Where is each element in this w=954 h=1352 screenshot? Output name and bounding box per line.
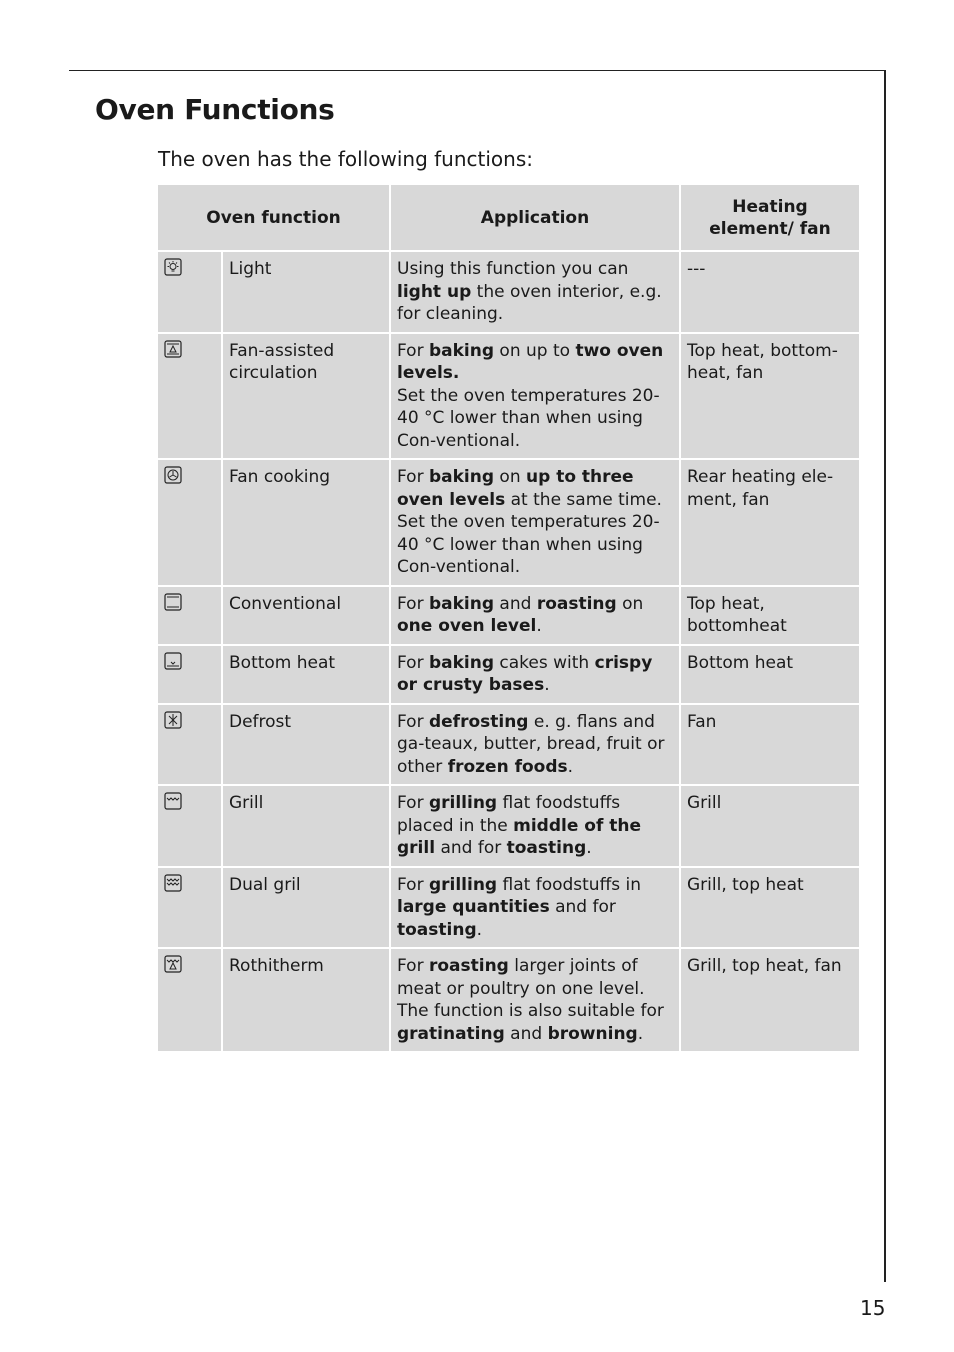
application-emphasis: roasting bbox=[428, 956, 509, 976]
table-row bbox=[158, 949, 859, 1051]
function-application bbox=[391, 334, 679, 459]
function-heating-element: Top heat, bottom-heat, fan bbox=[681, 334, 859, 459]
application-text: For bbox=[397, 340, 429, 361]
application-text: on up to bbox=[494, 340, 576, 361]
function-heating-element: --- bbox=[681, 252, 859, 332]
application-text: and for bbox=[549, 897, 616, 917]
application-text: For bbox=[397, 467, 429, 487]
application-emphasis: frozen foods bbox=[447, 756, 568, 777]
application-text: on bbox=[616, 593, 644, 614]
bottom-heat-icon bbox=[164, 652, 182, 670]
application-text: on bbox=[494, 467, 526, 487]
application-text: the oven interior, e.g. for cleaning. bbox=[397, 281, 662, 324]
application-text: For bbox=[397, 874, 429, 895]
function-icon-cell bbox=[158, 868, 221, 948]
application-emphasis: roasting bbox=[536, 593, 617, 614]
header-oven-function: Oven function bbox=[158, 185, 389, 250]
function-heating-element: Grill, top heat, fan bbox=[681, 949, 859, 1051]
function-heating-element: Rear heating ele-ment, fan bbox=[681, 460, 859, 585]
table-row bbox=[158, 334, 859, 459]
page-title: Oven Functions bbox=[95, 93, 335, 126]
function-application bbox=[391, 252, 679, 332]
function-name-rothitherm: Rothitherm bbox=[223, 949, 389, 1051]
application-emphasis: defrosting bbox=[428, 711, 529, 732]
fan-cooking-icon bbox=[164, 466, 182, 484]
application-text: e. g. flans and ga-teaux, butter, bread, fruit or other bbox=[397, 711, 665, 777]
function-heating-element: Top heat, bottomheat bbox=[681, 587, 859, 644]
application-text: For bbox=[397, 711, 429, 732]
header-application: Application bbox=[391, 185, 679, 250]
function-name-conventional: Conventional bbox=[223, 587, 389, 644]
grill-icon bbox=[164, 792, 182, 810]
application-emphasis: one oven level bbox=[397, 616, 537, 636]
function-icon-cell bbox=[158, 252, 221, 332]
function-application bbox=[391, 460, 679, 585]
table-row bbox=[158, 786, 859, 866]
application-text: and bbox=[494, 593, 537, 614]
defrost-icon bbox=[164, 711, 182, 729]
conventional-icon bbox=[164, 593, 182, 611]
application-text: For bbox=[397, 593, 429, 614]
page-number: 15 bbox=[860, 1296, 886, 1320]
application-emphasis: baking bbox=[428, 593, 495, 614]
function-icon-cell bbox=[158, 705, 221, 785]
function-icon-cell bbox=[158, 334, 221, 459]
application-text: larger joints of meat or poultry on one level. bbox=[397, 956, 645, 999]
function-icon-cell bbox=[158, 587, 221, 644]
function-icon-cell bbox=[158, 949, 221, 1051]
function-name-light: Light bbox=[223, 252, 389, 332]
table-row bbox=[158, 868, 859, 948]
light-bulb-icon bbox=[164, 258, 182, 276]
application-emphasis: grilling bbox=[428, 874, 498, 895]
function-application bbox=[391, 868, 679, 948]
application-emphasis: two oven levels. bbox=[397, 340, 664, 383]
application-emphasis: toasting bbox=[506, 838, 587, 858]
function-application bbox=[391, 949, 679, 1051]
application-text: . bbox=[536, 616, 542, 636]
header-heating-element: Heating element/ fan bbox=[681, 185, 859, 250]
application-emphasis: crispy or crusty bases bbox=[397, 652, 653, 695]
fan-assisted-circulation-icon bbox=[164, 340, 182, 358]
table-row bbox=[158, 646, 859, 703]
application-text: cakes with bbox=[494, 652, 595, 673]
top-rule bbox=[69, 70, 886, 71]
application-emphasis: light up bbox=[397, 281, 472, 302]
table-row bbox=[158, 587, 859, 644]
function-name-fan-assisted-circulation: Fan-assisted circulation bbox=[223, 334, 389, 459]
dual-grill-icon bbox=[164, 874, 182, 892]
application-text: Set the oven temperatures 20-40 °C lower than when using Con-ventional. bbox=[397, 512, 660, 577]
table-row bbox=[158, 460, 859, 585]
application-text: The function is also suitable for bbox=[397, 1001, 664, 1021]
application-emphasis: browning bbox=[547, 1023, 638, 1044]
function-application bbox=[391, 587, 679, 644]
function-icon-cell bbox=[158, 786, 221, 866]
intro-text: The oven has the following functions: bbox=[158, 147, 533, 171]
side-rule bbox=[884, 70, 886, 1282]
function-name-bottom-heat: Bottom heat bbox=[223, 646, 389, 703]
oven-functions-table bbox=[156, 183, 861, 1053]
application-text: flat foodstuffs in bbox=[497, 874, 642, 895]
function-name-grill: Grill bbox=[223, 786, 389, 866]
application-emphasis: grilling bbox=[428, 793, 498, 813]
application-text: Using this function you can bbox=[397, 259, 629, 279]
function-icon-cell bbox=[158, 646, 221, 703]
application-text: Set the oven temperatures 20-40 °C lower than when using Con-ventional. bbox=[397, 385, 660, 451]
application-emphasis: large quantities bbox=[397, 897, 550, 917]
application-emphasis: gratinating bbox=[397, 1023, 505, 1044]
function-name-defrost: Defrost bbox=[223, 705, 389, 785]
function-heating-element: Bottom heat bbox=[681, 646, 859, 703]
rothitherm-icon bbox=[164, 955, 182, 973]
application-text: For bbox=[397, 793, 429, 813]
function-application bbox=[391, 786, 679, 866]
function-name-dual-gril: Dual gril bbox=[223, 868, 389, 948]
application-text: . bbox=[567, 756, 574, 777]
application-emphasis: middle of the grill bbox=[397, 815, 642, 858]
application-text: For bbox=[397, 652, 429, 673]
application-text: . bbox=[586, 838, 592, 858]
function-heating-element: Fan bbox=[681, 705, 859, 785]
application-emphasis: baking bbox=[428, 652, 495, 673]
application-emphasis: toasting bbox=[397, 919, 477, 940]
application-text: and for bbox=[435, 838, 507, 858]
application-text: For bbox=[397, 956, 429, 976]
application-text: . bbox=[544, 675, 550, 695]
application-emphasis: baking bbox=[428, 340, 495, 361]
application-text: . bbox=[476, 919, 483, 940]
table-row bbox=[158, 252, 859, 332]
function-application bbox=[391, 646, 679, 703]
table-header-row bbox=[158, 185, 859, 250]
function-application bbox=[391, 705, 679, 785]
application-text: . bbox=[637, 1023, 644, 1044]
application-text: and bbox=[504, 1023, 548, 1044]
application-emphasis: up to three oven levels bbox=[397, 467, 634, 510]
application-emphasis: baking bbox=[428, 467, 495, 487]
application-text: at the same time. bbox=[505, 489, 662, 510]
table-row bbox=[158, 705, 859, 785]
function-heating-element: Grill, top heat bbox=[681, 868, 859, 948]
function-name-fan-cooking: Fan cooking bbox=[223, 460, 389, 585]
function-icon-cell bbox=[158, 460, 221, 585]
application-text: flat foodstuffs placed in the bbox=[397, 793, 621, 836]
function-heating-element: Grill bbox=[681, 786, 859, 866]
